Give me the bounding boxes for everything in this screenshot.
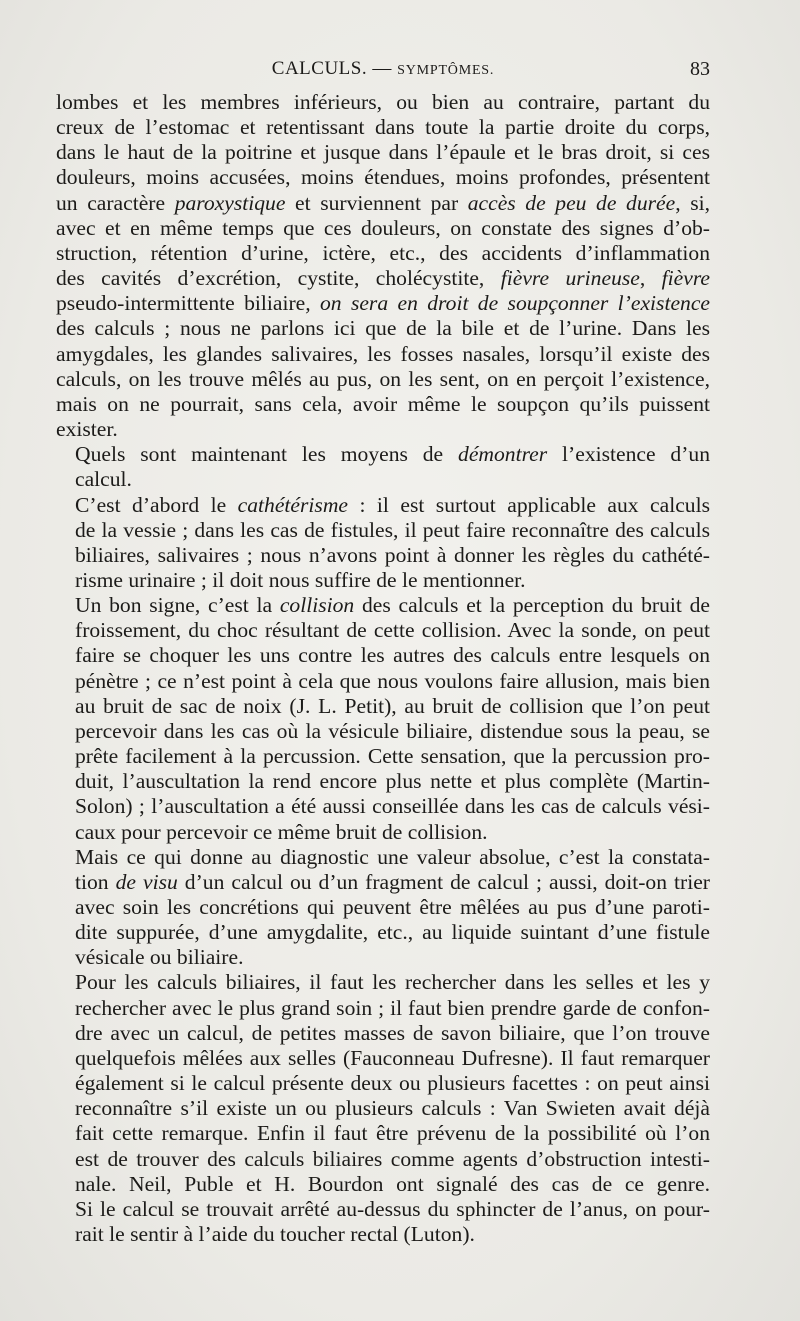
text-line: calculs, on les trouve mêlés au pus, on les sent, on en perçoit l’existence, xyxy=(56,366,710,391)
text-line: Mais ce qui donne au diagnostic une valeur absolue, c’est la constata- xyxy=(75,844,710,869)
text-line: pseudo-intermittente biliaire, on sera en droit de soupçonner l’existence xyxy=(56,291,710,316)
text-line: avec soin les concrétions qui peuvent être mêlées au pus d’une paroti- xyxy=(75,895,710,919)
text-line: risme urinaire ; il doit nous suffire de le mentionner. xyxy=(75,567,526,592)
text-line: caux pour percevoir ce même bruit de collision. xyxy=(75,819,488,844)
italic-term: paroxystique xyxy=(174,190,286,215)
paragraph xyxy=(56,593,710,845)
text-line: Quels sont maintenant les moyens de démontrer l’existence d’un xyxy=(75,442,710,467)
running-title xyxy=(56,58,710,80)
text-line: Pour les calculs biliaires, il faut les rechercher dans les selles et les y xyxy=(75,970,710,995)
text-line: faire se choquer les uns contre les autres des calculs entre lesquels on xyxy=(75,643,710,668)
text-line: rait le sentir à l’aide du toucher rectal (Luton). xyxy=(75,1222,475,1247)
text-line: au bruit de sac de noix (J. L. Petit), au bruit de collision que l’on peut xyxy=(75,693,710,718)
text-line: calcul. xyxy=(75,467,132,492)
text-line: biliaires, salivaires ; nous n’avons point à donner les règles du cathété- xyxy=(75,542,710,567)
running-title-main: CALCULS. xyxy=(271,58,368,79)
text-line: rechercher avec le plus grand soin ; il faut bien prendre garde de confon- xyxy=(75,995,710,1020)
text-line: lombes et les membres inférieurs, ou bien au contraire, partant du xyxy=(56,90,710,114)
text-line: Un bon signe, c’est la collision des calculs et la perception du bruit de xyxy=(75,593,710,618)
text-line: des cavités d’excrétion, cystite, cholécystite, fièvre urineuse, fièvre xyxy=(56,266,710,291)
text-line: également si le calcul présente deux ou plusieurs facettes : on peut ainsi xyxy=(75,1071,710,1096)
running-title-dash: — xyxy=(372,58,392,79)
text-line: un caractère paroxystique et surviennent par accès de peu de durée, si, xyxy=(56,190,710,215)
paragraph xyxy=(56,442,710,492)
italic-term: accès de peu de durée xyxy=(467,190,676,215)
text-line: percevoir dans les cas où la vésicule biliaire, distendue sous la peau, se xyxy=(75,718,710,743)
text-line: exister. xyxy=(56,417,118,442)
text-line: douleurs, moins accusées, moins étendues, moins profondes, présentent xyxy=(56,165,710,190)
text-line: froissement, du choc résultant de cette collision. Avec la sonde, on peut xyxy=(75,618,710,643)
text-line: est de trouver des calculs biliaires comme agents d’obstruction intesti- xyxy=(75,1146,710,1171)
body-text xyxy=(56,90,710,1247)
italic-term: , on sera en droit de soupçonner l’existence xyxy=(305,291,710,316)
text-line: creux de l’estomac et retentissant dans toute la partie droite du corps, xyxy=(56,115,710,140)
page-number: 83 xyxy=(690,58,710,80)
italic-term: collision xyxy=(279,593,355,618)
text-line: mais on ne pourrait, sans cela, avoir même le soupçon qu’ils puissent xyxy=(56,391,710,416)
text-line: reconnaître s’il existe un ou plusieurs calculs : Van Swieten avait déjà xyxy=(75,1096,710,1121)
italic-term: cathétérisme xyxy=(237,492,349,517)
text-line: des calculs ; nous ne parlons ici que de la bile et de l’urine. Dans les xyxy=(56,316,710,341)
paragraph xyxy=(56,970,710,1247)
paragraph xyxy=(56,90,710,442)
text-line: fait cette remarque. Enfin il faut être prévenu de la possibilité où l’on xyxy=(75,1121,710,1146)
text-line: avec et en même temps que ces douleurs, on constate des signes d’ob- xyxy=(56,215,710,240)
text-line: quelquefois mêlées aux selles (Fauconneau Dufresne). Il faut remarquer xyxy=(75,1045,710,1070)
text-line: struction, rétention d’urine, ictère, etc., des accidents d’inflammation xyxy=(56,240,710,265)
text-line: Solon) ; l’auscultation a été aussi conseillée dans les cas de calculs vési- xyxy=(75,794,710,819)
text-line: amygdales, les glandes salivaires, les fosses nasales, lorsqu’il existe des xyxy=(56,341,710,366)
running-title-section: SYMPTÔMES. xyxy=(397,63,495,78)
italic-term: de visu xyxy=(115,869,178,894)
text-line: duit, l’auscultation la rend encore plus nette et plus complète (Martin- xyxy=(75,769,710,794)
italic-term: fièvre urineuse xyxy=(500,266,640,291)
italic-term: démontrer xyxy=(458,442,548,467)
paragraph xyxy=(56,493,710,594)
text-line: nale. Neil, Puble et H. Bourdon ont signalé des cas de ce genre. xyxy=(75,1171,710,1196)
text-line: Si le calcul se trouvait arrêté au-dessus du sphincter de l’anus, on pour- xyxy=(75,1196,710,1221)
text-line: vésicale ou biliaire. xyxy=(75,945,244,970)
text-line: pénètre ; ce n’est point à cela que nous voulons faire allusion, mais bien xyxy=(75,668,710,693)
text-line: dite suppurée, d’une amygdalite, etc., au liquide suintant d’une fistule xyxy=(75,920,710,945)
paragraph xyxy=(56,845,710,971)
text-line: C’est d’abord le cathétérisme : il est surtout applicable aux calculs xyxy=(75,492,710,517)
text-line: de la vessie ; dans les cas de fistules, il peut faire reconnaître des calculs xyxy=(75,517,710,542)
text-line: dre avec un calcul, de petites masses de savon biliaire, que l’on trouve xyxy=(75,1020,710,1045)
text-line: tion de visu d’un calcul ou d’un fragment de calcul ; aussi, doit-on trier xyxy=(75,869,710,894)
text-line: dans le haut de la poitrine et jusque dans l’épaule et le bras droit, si ces xyxy=(56,140,710,165)
italic-term: fièvre xyxy=(661,266,710,291)
text-line: prête facilement à la percussion. Cette sensation, que la percussion pro- xyxy=(75,744,710,769)
running-header xyxy=(56,56,710,86)
